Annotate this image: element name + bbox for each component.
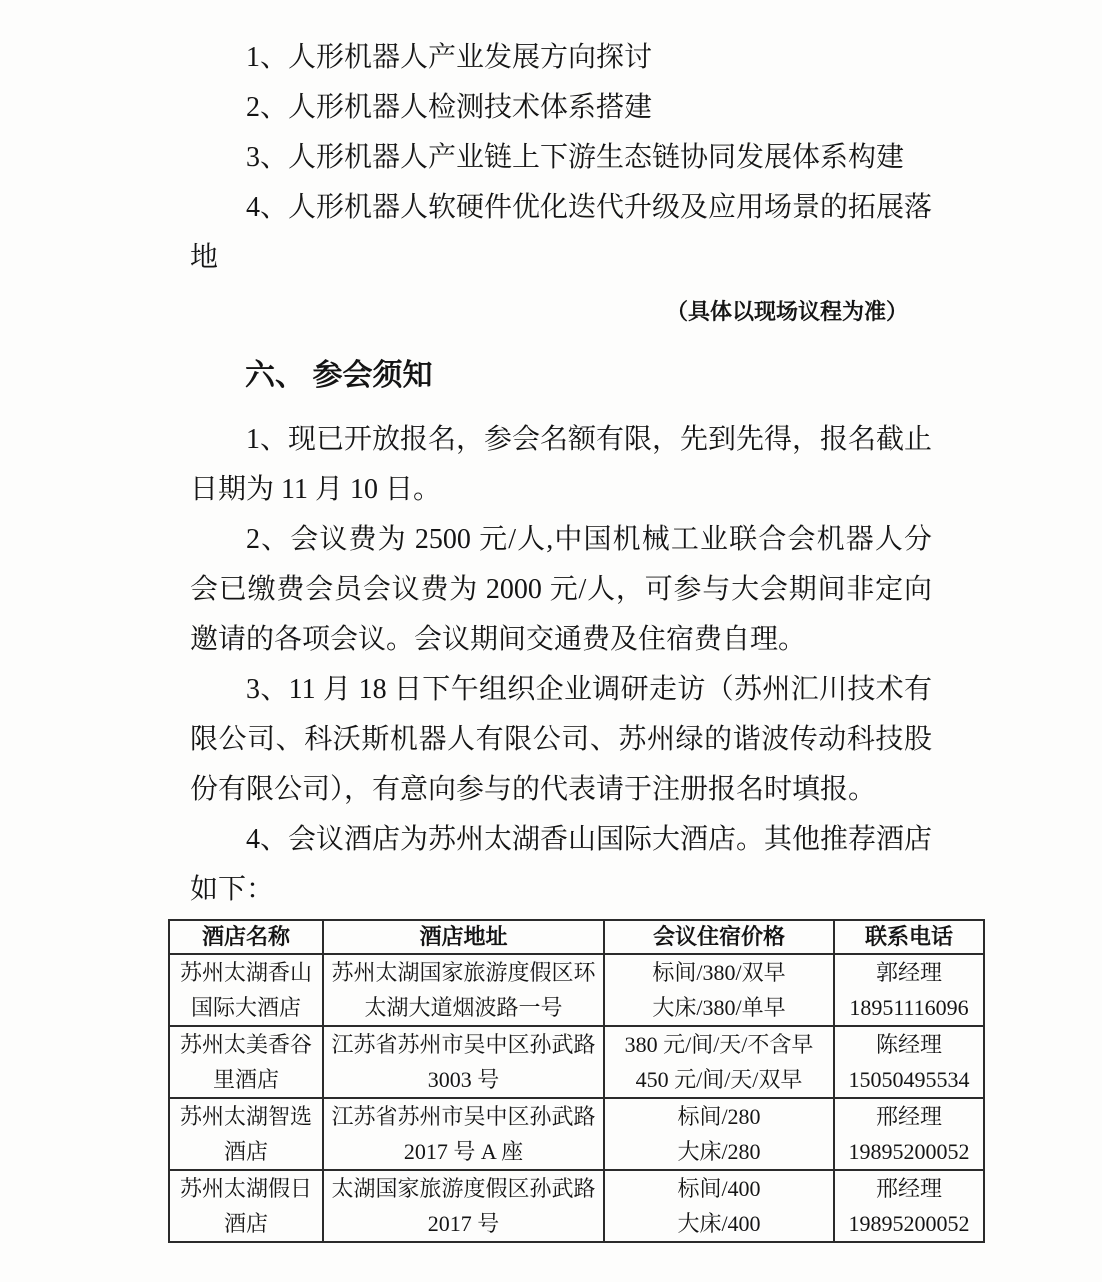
contact-phone-cell (834, 1098, 984, 1170)
agenda-item-2: 2、人形机器人检测技术体系搭建 (246, 92, 653, 123)
room-price-cell (604, 1026, 834, 1098)
room-price-line: 450 元/间/天/双早 (635, 1067, 803, 1092)
room-price-line: 标间/280 (677, 1104, 761, 1129)
agenda-item-4: 4、人形机器人软硬件优化迭代升级及应用场景的拓展落地 (190, 192, 933, 273)
header-contact-phone: 联系电话 (834, 920, 984, 954)
hotel-address-line: 江苏省苏州市吴中区孙武路 (331, 1104, 596, 1129)
notice-paragraph-3: 3、11 月 18 日下午组织企业调研走访（苏州汇川技术有限公司、科沃斯机器人有限公司、苏州绿的谐波传动科技股份有限公司），有意向参与的代表请于注册报名时填报。 (190, 674, 932, 805)
hotel-address-line: 太湖大道烟波路一号 (364, 995, 563, 1020)
contact-name-line: 邢经理 (875, 1104, 942, 1129)
header-room-price: 会议住宿价格 (604, 920, 834, 954)
hotel-address-cell (323, 954, 604, 1026)
contact-phone-line: 19895200052 (848, 1139, 970, 1164)
contact-phone-line: 15050495534 (848, 1067, 970, 1092)
hotel-address-line: 2017 号 (427, 1211, 500, 1236)
hotel-name-line: 苏州太湖假日 (179, 1176, 312, 1201)
hotel-name-line: 酒店 (223, 1211, 268, 1236)
hotel-name-line: 苏州太湖智选 (179, 1104, 312, 1129)
room-price-line: 大床/280 (677, 1139, 761, 1164)
room-price-line: 大床/380/单早 (652, 995, 786, 1020)
hotel-address-line: 2017 号 A 座 (403, 1139, 524, 1164)
hotel-table-header (169, 920, 984, 954)
hotel-name-line: 苏州太美香谷 (179, 1032, 312, 1057)
agenda-note: （具体以现场议程为准） (665, 299, 908, 324)
hotel-address-line: 江苏省苏州市吴中区孙武路 (331, 1032, 596, 1057)
document-body (190, 33, 932, 915)
room-price-line: 大床/400 (677, 1211, 761, 1236)
contact-phone-cell (834, 1026, 984, 1098)
contact-name-line: 邢经理 (875, 1176, 942, 1201)
hotel-name-cell (169, 1170, 323, 1242)
hotel-name-cell (169, 1026, 323, 1098)
notice-paragraph-4: 4、会议酒店为苏州太湖香山国际大酒店。其他推荐酒店如下： (190, 824, 933, 905)
notice-paragraph-1: 1、现已开放报名，参会名额有限，先到先得，报名截止日期为 11 月 10 日。 (190, 424, 933, 505)
room-price-cell (604, 1170, 834, 1242)
header-hotel-name: 酒店名称 (169, 920, 323, 954)
hotel-name-cell (169, 954, 323, 1026)
hotel-address-cell (323, 1098, 604, 1170)
table-row (169, 1026, 984, 1098)
agenda-list (190, 33, 932, 283)
table-row (169, 954, 984, 1026)
hotel-name-cell (169, 1098, 323, 1170)
hotel-table (168, 919, 985, 1243)
hotel-address-line: 3003 号 (427, 1067, 500, 1092)
room-price-cell (604, 1098, 834, 1170)
room-price-line: 标间/400 (677, 1176, 761, 1201)
hotel-name-line: 苏州太湖香山 (179, 960, 312, 985)
notice-paragraph-2: 2、会议费为 2500 元/人,中国机械工业联合会机器人分会已缴费会员会议费为 2000 元/人，可参与大会期间非定向邀请的各项会议。会议期间交通费及住宿费自理。 (190, 524, 932, 655)
contact-name-line: 陈经理 (875, 1032, 942, 1057)
header-hotel-address: 酒店地址 (323, 920, 604, 954)
room-price-line: 标间/380/双早 (652, 960, 786, 985)
agenda-item-1: 1、人形机器人产业发展方向探讨 (246, 42, 653, 73)
agenda-item-3: 3、人形机器人产业链上下游生态链协同发展体系构建 (246, 142, 905, 173)
table-row (169, 1098, 984, 1170)
room-price-cell (604, 954, 834, 1026)
contact-name-line: 郭经理 (875, 960, 942, 985)
contact-phone-cell (834, 1170, 984, 1242)
contact-phone-cell (834, 954, 984, 1026)
hotel-address-line: 太湖国家旅游度假区孙武路 (331, 1176, 596, 1201)
hotel-name-line: 酒店 (223, 1139, 268, 1164)
hotel-name-line: 国际大酒店 (190, 995, 301, 1020)
hotel-address-cell (323, 1170, 604, 1242)
hotel-address-line: 苏州太湖国家旅游度假区环 (331, 960, 596, 985)
contact-phone-line: 19895200052 (848, 1211, 970, 1236)
contact-phone-line: 18951116096 (849, 995, 969, 1020)
table-header-row (169, 920, 984, 954)
room-price-line: 380 元/间/天/不含早 (624, 1032, 814, 1057)
table-row (169, 1170, 984, 1242)
section-heading: 六、 参会须知 (245, 359, 433, 392)
hotel-address-cell (323, 1026, 604, 1098)
notice-paragraphs (190, 415, 932, 915)
hotel-name-line: 里酒店 (212, 1067, 279, 1092)
